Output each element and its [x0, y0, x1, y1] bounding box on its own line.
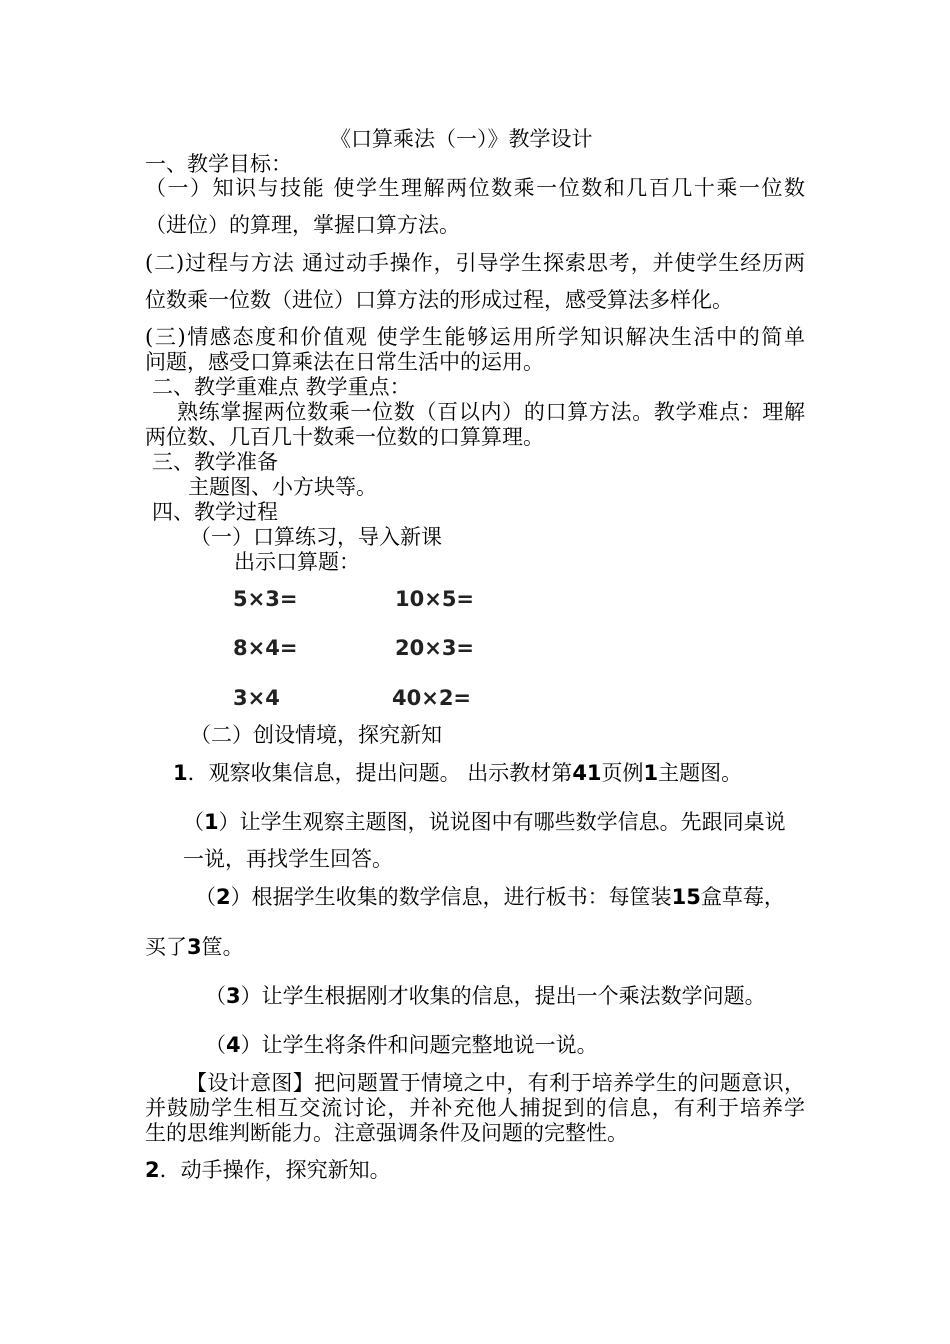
- key-points-line-1: 熟练掌握两位数乘一位数（百以内）的口算方法。教学难点：理解: [177, 400, 805, 424]
- section-4-heading: 四、教学过程: [152, 500, 278, 524]
- question-1-line-2: 一说，再找学生回答。: [183, 847, 393, 871]
- equation-6: 40×2=: [392, 686, 472, 710]
- question-2-line-2: 买了3筐。: [145, 935, 244, 959]
- equation-1: 5×3=: [233, 587, 298, 611]
- question-3: （3）让学生根据刚才收集的信息，提出一个乘法数学问题。: [205, 984, 766, 1008]
- step-2-text: 2．动手操作，探究新知。: [145, 1158, 391, 1182]
- goal-3-line-2: 问题，感受口算乘法在日常生活中的运用。: [145, 350, 544, 374]
- equation-2: 10×5=: [395, 587, 475, 611]
- goal-3-line-1: (三)情感态度和价值观 使学生能够运用所学知识解决生活中的简单: [145, 325, 805, 349]
- section-2-heading: 二、教学重难点 教学重点：: [152, 375, 411, 399]
- goal-2-line-2: 位数乘一位数（进位）口算方法的形成过程，感受算法多样化。: [145, 288, 733, 312]
- question-4: （4）让学生将条件和问题完整地说一说。: [205, 1033, 598, 1057]
- design-intent-line-2: 并鼓励学生相互交流讨论，并补充他人捕捉到的信息，有利于培养学: [145, 1096, 805, 1120]
- step-2-number: 2: [145, 1158, 160, 1182]
- step-1-number: 1: [173, 761, 188, 785]
- subsection-2-heading: （二）创设情境，探究新知: [190, 723, 442, 747]
- question-2-line-1: （2）根据学生收集的数学信息，进行板书：每筐装15盒草莓，: [195, 885, 785, 909]
- goal-1-line-1: （一）知识与技能 使学生理解两位数乘一位数和几百几十乘一位数: [145, 176, 805, 200]
- equation-5: 3×4: [233, 686, 280, 710]
- subsection-1-heading: （一）口算练习，导入新课: [190, 525, 442, 549]
- preparation-text: 主题图、小方块等。: [188, 475, 377, 499]
- equation-3: 8×4=: [233, 636, 298, 660]
- equation-4: 20×3=: [395, 636, 475, 660]
- goal-2-line-1: (二)过程与方法 通过动手操作，引导学生探索思考，并使学生经历两: [145, 251, 805, 275]
- document-title: 《口算乘法（一）》教学设计: [330, 127, 593, 151]
- question-1-line-1: （1）让学生观察主题图，说说图中有哪些数学信息。先跟同桌说: [183, 810, 786, 834]
- step-1-text: 1．观察收集信息，提出问题。 出示教材第41页例1主题图。: [173, 761, 743, 785]
- goal-1-line-2: （进位）的算理，掌握口算方法。: [145, 213, 460, 237]
- show-problems-label: 出示口算题：: [234, 550, 360, 574]
- section-3-heading: 三、教学准备: [152, 450, 278, 474]
- design-intent-line-3: 生的思维判断能力。注意强调条件及问题的完整性。: [145, 1121, 628, 1145]
- section-1-heading: 一、教学目标：: [145, 152, 292, 176]
- design-intent-line-1: 【设计意图】把问题置于情境之中，有利于培养学生的问题意识，: [186, 1071, 805, 1095]
- key-points-line-2: 两位数、几百几十数乘一位数的口算算理。: [145, 425, 544, 449]
